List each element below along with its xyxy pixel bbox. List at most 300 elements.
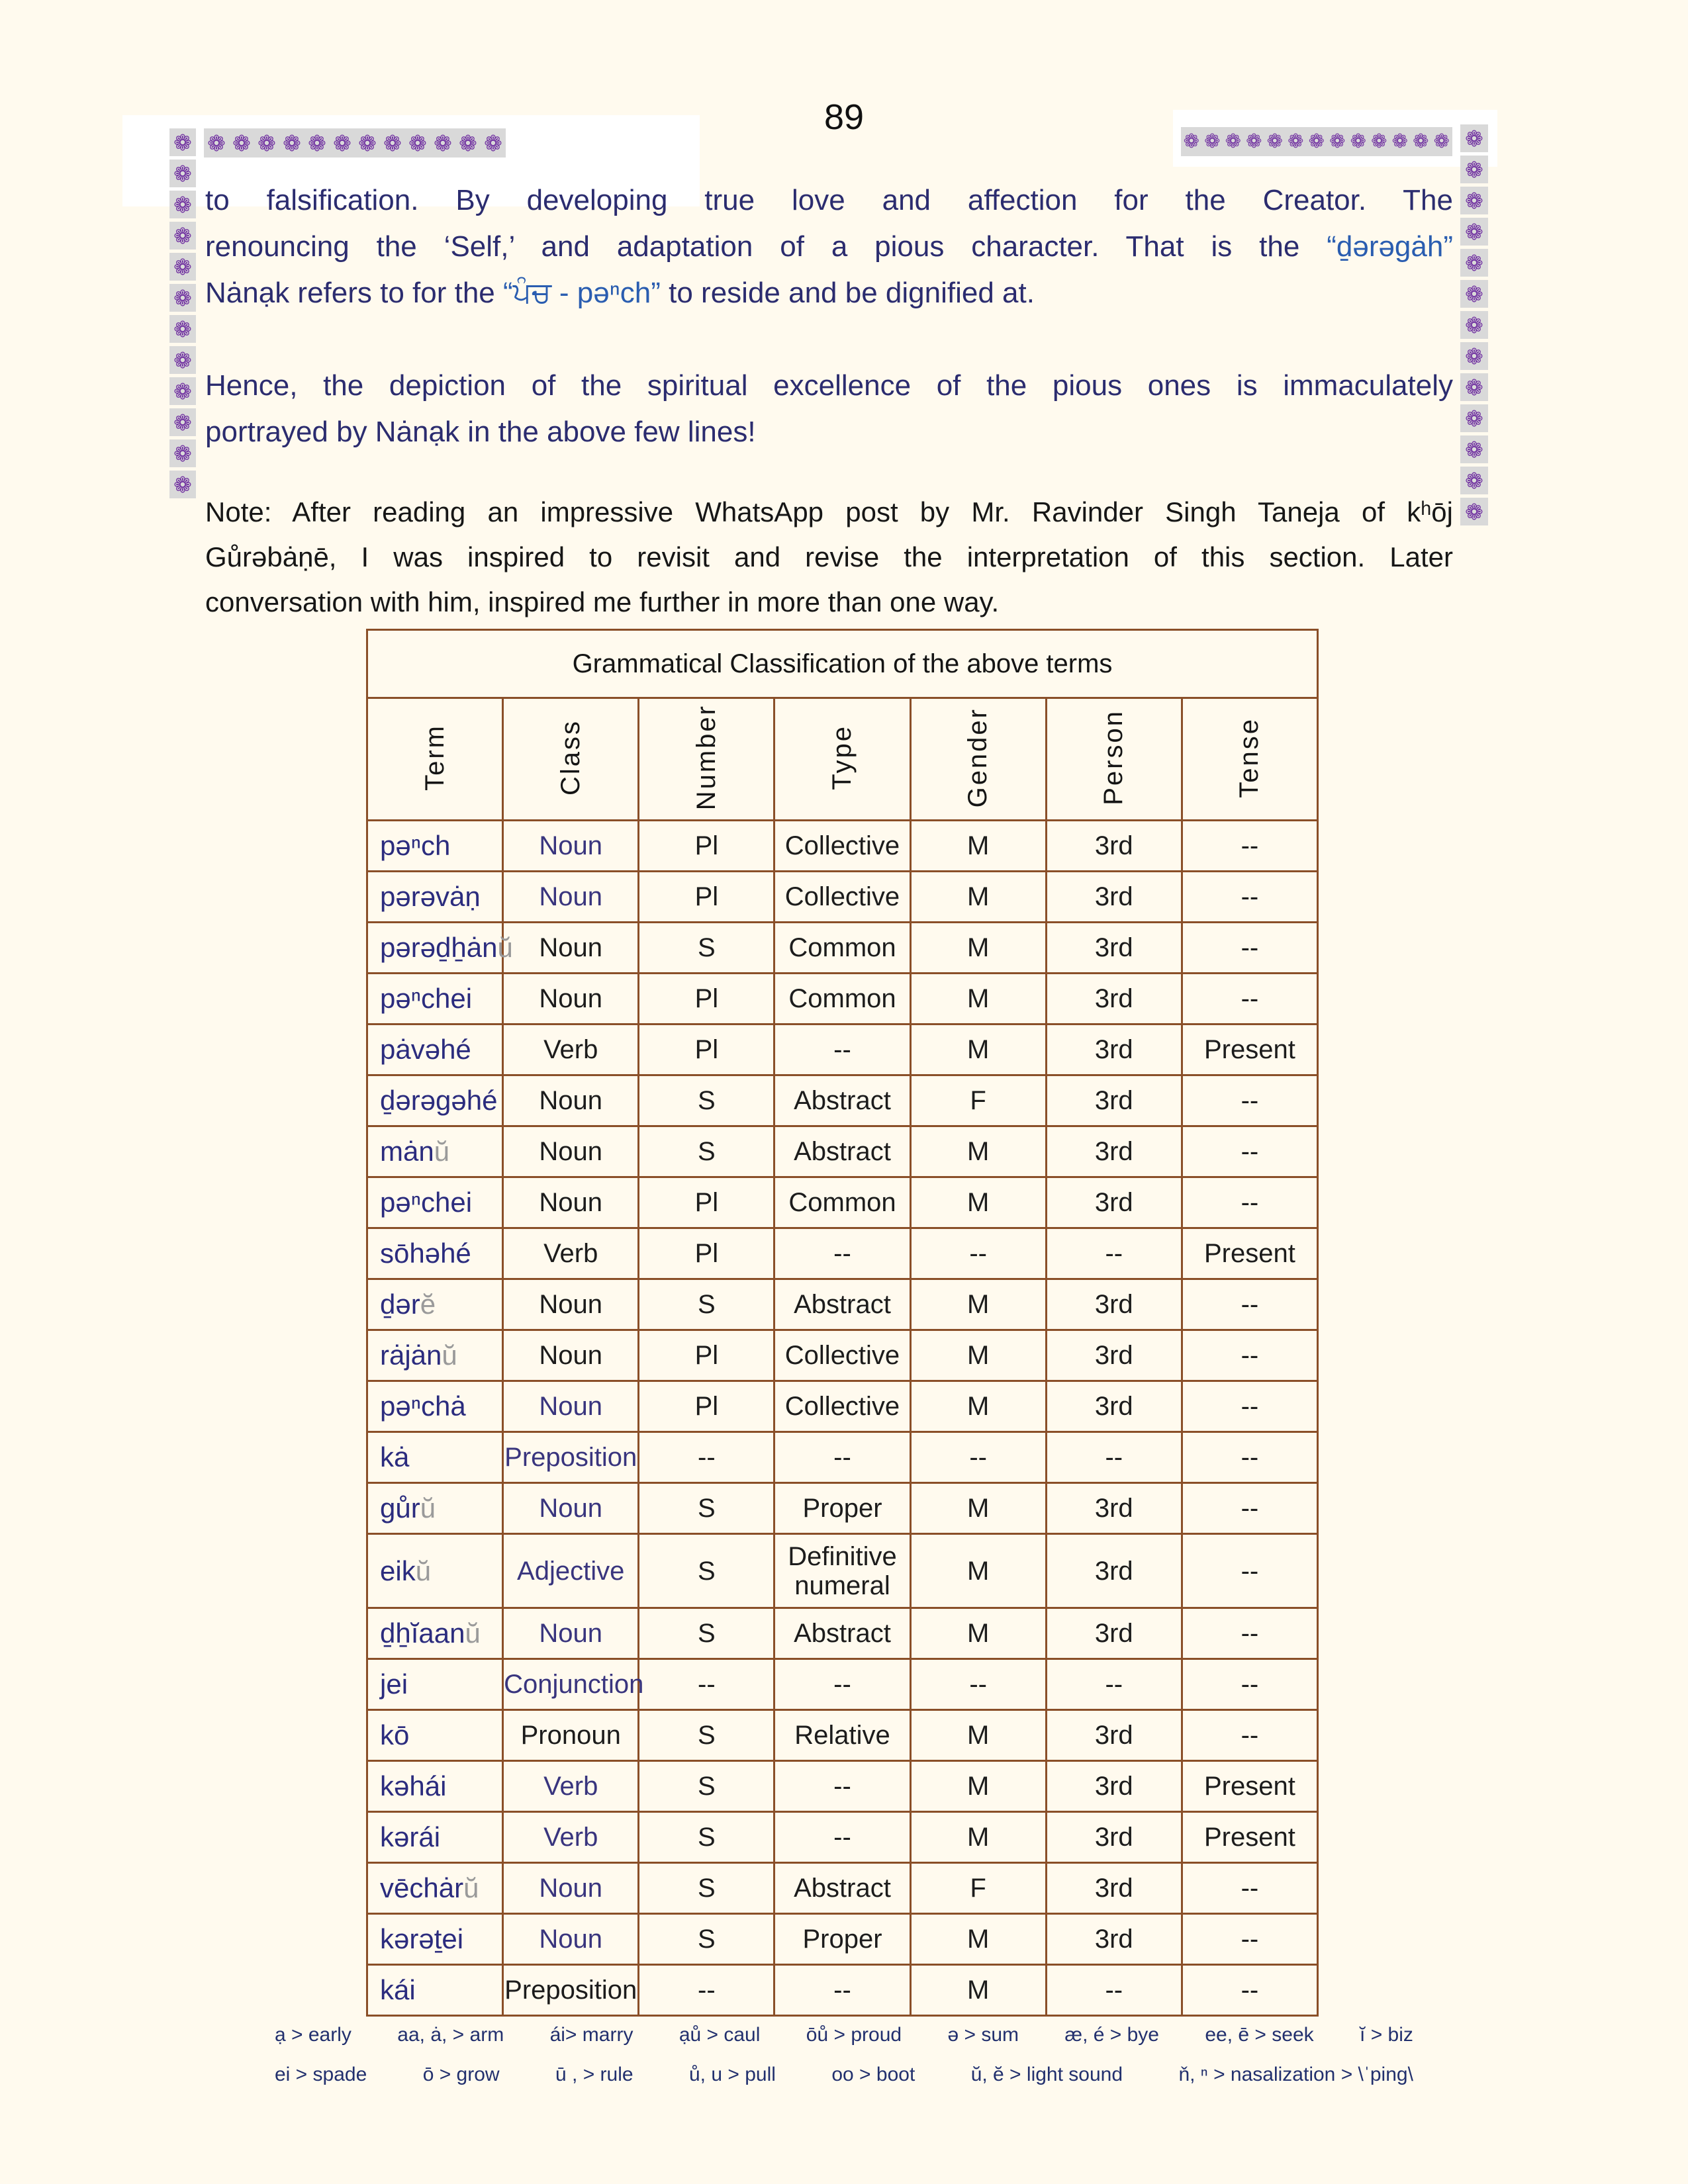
- term-cell: [367, 1914, 503, 1965]
- flower-ornament-icon: ❁: [1202, 127, 1223, 156]
- gender-cell: --: [910, 1228, 1046, 1279]
- tense-cell: Present: [1182, 1812, 1317, 1863]
- flower-ornament-icon: ❁: [455, 128, 481, 158]
- flower-ornament-icon: ❁: [169, 128, 196, 156]
- column-header-tense: [1182, 698, 1317, 821]
- type-cell: --: [774, 1024, 910, 1075]
- term-cell: [367, 1381, 503, 1432]
- number-cell: S: [639, 923, 774, 974]
- gender-cell: M: [910, 821, 1046, 872]
- number-cell: Pl: [639, 974, 774, 1024]
- term-cell: [367, 1126, 503, 1177]
- class-cell: Noun: [503, 1863, 639, 1914]
- tense-cell: Present: [1182, 1761, 1317, 1812]
- person-cell: 3rd: [1046, 923, 1182, 974]
- class-cell: Verb: [503, 1228, 639, 1279]
- tense-cell: --: [1182, 1914, 1317, 1965]
- type-cell: Relative: [774, 1710, 910, 1761]
- flower-ornament-icon: ❁: [1306, 127, 1327, 156]
- table-row: [367, 1483, 1318, 1534]
- tense-cell: --: [1182, 974, 1317, 1024]
- text-line: [205, 535, 1453, 580]
- tense-cell: Present: [1182, 1024, 1317, 1075]
- class-cell: Adjective: [503, 1534, 639, 1608]
- number-cell: Pl: [639, 1381, 774, 1432]
- number-cell: S: [639, 1914, 774, 1965]
- text-segment: to falsification. By developing true love and affection for the Creator. The: [205, 184, 1453, 216]
- term-cell: [367, 1330, 503, 1381]
- gender-cell: M: [910, 1279, 1046, 1330]
- type-cell: --: [774, 1228, 910, 1279]
- person-cell: 3rd: [1046, 821, 1182, 872]
- column-header-label: Type: [827, 725, 857, 790]
- tense-cell: --: [1182, 872, 1317, 923]
- pronunciation-key-item: ạů > caul: [679, 2024, 761, 2046]
- class-cell: Noun: [503, 923, 639, 974]
- person-cell: 3rd: [1046, 1608, 1182, 1659]
- flower-ornament-icon: ❁: [380, 128, 405, 158]
- number-cell: S: [639, 1761, 774, 1812]
- table-row: [367, 1177, 1318, 1228]
- person-cell: --: [1046, 1228, 1182, 1279]
- tense-cell: --: [1182, 821, 1317, 872]
- text-segment: Note: After reading an impressive WhatsApp post by Mr. Ravinder Singh Taneja of kʰōj: [205, 496, 1453, 527]
- right-flower-border: [1460, 124, 1488, 525]
- type-cell: Collective: [774, 1381, 910, 1432]
- text-segment: “ḏərəgȧh”: [1327, 230, 1453, 263]
- text-segment: ḏər: [380, 1289, 420, 1320]
- flower-ornament-icon: ❁: [1460, 156, 1488, 183]
- flower-ornament-icon: ❁: [405, 128, 430, 158]
- pronunciation-key-item: ĭ > biz: [1360, 2024, 1413, 2046]
- person-cell: 3rd: [1046, 1710, 1182, 1761]
- flower-ornament-icon: ❁: [1460, 249, 1488, 277]
- flower-ornament-icon: ❁: [1460, 187, 1488, 214]
- text-segment: pərəvȧṇ: [380, 881, 481, 912]
- gender-cell: F: [910, 1075, 1046, 1126]
- pronunciation-key-item: oo > boot: [831, 2064, 915, 2085]
- column-header-label: Gender: [963, 707, 993, 808]
- type-cell: Abstract: [774, 1863, 910, 1914]
- number-cell: S: [639, 1483, 774, 1534]
- gender-cell: M: [910, 1761, 1046, 1812]
- column-header-label: Class: [555, 719, 585, 796]
- class-cell: Noun: [503, 1075, 639, 1126]
- term-cell: [367, 1534, 503, 1608]
- text-segment: ŭ: [434, 1136, 450, 1167]
- flower-ornament-icon: ❁: [169, 408, 196, 436]
- text-segment: renouncing the ‘Self,’ and adaptation of a pious character. That is the: [205, 230, 1327, 263]
- text-segment: kȧ: [380, 1441, 410, 1473]
- text-line: [205, 580, 1453, 625]
- person-cell: 3rd: [1046, 1024, 1182, 1075]
- number-cell: S: [639, 1279, 774, 1330]
- gender-cell: M: [910, 1024, 1046, 1075]
- gender-cell: M: [910, 1381, 1046, 1432]
- type-cell: Definitive numeral: [774, 1534, 910, 1608]
- flower-ornament-icon: ❁: [1348, 127, 1369, 156]
- person-cell: 3rd: [1046, 1483, 1182, 1534]
- gender-cell: M: [910, 1534, 1046, 1608]
- text-line: [205, 409, 1453, 455]
- number-cell: Pl: [639, 821, 774, 872]
- text-segment: pəⁿchȧ: [380, 1390, 466, 1422]
- column-header-gender: [910, 698, 1046, 821]
- pronunciation-key-item: aa, ȧ, > arm: [397, 2024, 504, 2046]
- type-cell: Common: [774, 923, 910, 974]
- flower-ornament-icon: ❁: [254, 128, 279, 158]
- table-row: [367, 1914, 1318, 1965]
- tense-cell: --: [1182, 1177, 1317, 1228]
- flower-ornament-icon: ❁: [1286, 127, 1307, 156]
- term-cell: [367, 1228, 503, 1279]
- gender-cell: F: [910, 1863, 1046, 1914]
- number-cell: Pl: [639, 872, 774, 923]
- flower-ornament-icon: ❁: [1460, 124, 1488, 152]
- table-row: [367, 1279, 1318, 1330]
- type-cell: Abstract: [774, 1608, 910, 1659]
- text-segment: sōhəhé: [380, 1238, 471, 1269]
- text-segment: to reside and be dignified at.: [660, 277, 1035, 309]
- tense-cell: --: [1182, 1381, 1317, 1432]
- column-header-number: [639, 698, 774, 821]
- flower-ornament-icon: ❁: [1460, 435, 1488, 463]
- type-cell: Abstract: [774, 1075, 910, 1126]
- table-row: [367, 1710, 1318, 1761]
- grammar-table-container: [366, 629, 1319, 2017]
- text-segment: kō: [380, 1719, 410, 1751]
- type-cell: --: [774, 1659, 910, 1710]
- flower-ornament-icon: ❁: [1411, 127, 1432, 156]
- table-row: [367, 1812, 1318, 1863]
- text-segment: rȧjȧn: [380, 1340, 442, 1371]
- table-row: [367, 1381, 1318, 1432]
- person-cell: 3rd: [1046, 1279, 1182, 1330]
- number-cell: S: [639, 1534, 774, 1608]
- text-segment: Hence, the depiction of the spiritual excellence of the pious ones is immaculately: [205, 369, 1453, 402]
- gender-cell: M: [910, 974, 1046, 1024]
- type-cell: --: [774, 1965, 910, 2016]
- table-row: [367, 1608, 1318, 1659]
- text-segment: Nȧnạk refers to for the: [205, 277, 503, 309]
- text-segment: ŭ: [497, 932, 513, 963]
- type-cell: Proper: [774, 1483, 910, 1534]
- number-cell: S: [639, 1710, 774, 1761]
- class-cell: Noun: [503, 1914, 639, 1965]
- number-cell: S: [639, 1863, 774, 1914]
- note-paragraph: [205, 490, 1453, 625]
- flower-ornament-icon: ❁: [1223, 127, 1244, 156]
- text-segment: “ਪੰਚ - pəⁿch”: [503, 277, 661, 309]
- flower-ornament-icon: ❁: [305, 128, 330, 158]
- text-segment: ḏẖĭaan: [380, 1617, 465, 1649]
- table-title: Grammatical Classification of the above terms: [367, 630, 1318, 698]
- tense-cell: --: [1182, 1279, 1317, 1330]
- term-cell: [367, 923, 513, 974]
- tense-cell: --: [1182, 1483, 1317, 1534]
- text-segment: kərái: [380, 1821, 441, 1852]
- gender-cell: --: [910, 1432, 1046, 1483]
- term-cell: [367, 1177, 503, 1228]
- type-cell: Abstract: [774, 1279, 910, 1330]
- class-cell: Conjunction: [503, 1659, 639, 1710]
- flower-ornament-icon: ❁: [279, 128, 305, 158]
- type-cell: Collective: [774, 872, 910, 923]
- term-cell: [367, 1761, 503, 1812]
- flower-ornament-icon: ❁: [1460, 404, 1488, 432]
- person-cell: 3rd: [1046, 1075, 1182, 1126]
- text-segment: conversation with him, inspired me further in more than one way.: [205, 586, 1000, 617]
- tense-cell: --: [1182, 1863, 1317, 1914]
- flower-ornament-icon: ❁: [1244, 127, 1265, 156]
- person-cell: --: [1046, 1965, 1182, 2016]
- column-header-label: Term: [420, 724, 449, 791]
- column-header-term: [367, 698, 503, 821]
- text-segment: ŭ: [415, 1555, 432, 1586]
- top-right-flower-border: [1181, 127, 1452, 156]
- flower-ornament-icon: ❁: [1389, 127, 1411, 156]
- flower-ornament-icon: ❁: [169, 159, 196, 187]
- flower-ornament-icon: ❁: [169, 471, 196, 498]
- class-cell: Preposition: [503, 1432, 639, 1483]
- flower-ornament-icon: ❁: [1369, 127, 1390, 156]
- person-cell: 3rd: [1046, 1761, 1182, 1812]
- table-row: [367, 872, 1318, 923]
- type-cell: Proper: [774, 1914, 910, 1965]
- text-segment: ĕ: [420, 1289, 436, 1320]
- gender-cell: M: [910, 1483, 1046, 1534]
- pronunciation-key-item: ō > grow: [422, 2064, 500, 2085]
- intro-paragraph-2: [205, 363, 1453, 455]
- tense-cell: --: [1182, 1432, 1317, 1483]
- class-cell: Verb: [503, 1024, 639, 1075]
- term-cell: [367, 1659, 503, 1710]
- table-row: [367, 974, 1318, 1024]
- text-segment: ŭ: [465, 1617, 481, 1649]
- gender-cell: M: [910, 872, 1046, 923]
- number-cell: S: [639, 1126, 774, 1177]
- text-segment: pəⁿchei: [380, 1187, 473, 1218]
- pronunciation-key-item: ŭ, ĕ > light sound: [970, 2064, 1123, 2085]
- number-cell: Pl: [639, 1330, 774, 1381]
- column-header-person: [1046, 698, 1182, 821]
- table-row: [367, 821, 1318, 872]
- term-cell: [367, 1608, 503, 1659]
- gender-cell: M: [910, 1126, 1046, 1177]
- flower-ornament-icon: ❁: [169, 284, 196, 312]
- pronunciation-key-item: ə > sum: [947, 2024, 1019, 2046]
- type-cell: --: [774, 1432, 910, 1483]
- page-number: 89: [823, 97, 865, 137]
- column-header-label: Tense: [1235, 717, 1264, 798]
- text-segment: ŭ: [442, 1340, 457, 1371]
- flower-ornament-icon: ❁: [169, 222, 196, 250]
- pronunciation-key-item: ōů > proud: [806, 2024, 902, 2046]
- text-segment: jei: [380, 1668, 408, 1700]
- type-cell: --: [774, 1761, 910, 1812]
- flower-ornament-icon: ❁: [204, 128, 229, 158]
- flower-ornament-icon: ❁: [1460, 280, 1488, 308]
- text-segment: kəhái: [380, 1770, 447, 1801]
- table-row: [367, 1965, 1318, 2016]
- term-cell: [367, 1024, 503, 1075]
- intro-paragraph-1: [205, 177, 1453, 316]
- class-cell: Noun: [503, 1279, 639, 1330]
- gender-cell: M: [910, 1330, 1046, 1381]
- type-cell: Abstract: [774, 1126, 910, 1177]
- tense-cell: Present: [1182, 1228, 1317, 1279]
- number-cell: --: [639, 1659, 774, 1710]
- text-segment: eik: [380, 1555, 416, 1586]
- person-cell: 3rd: [1046, 1812, 1182, 1863]
- text-segment: vēchȧr: [380, 1872, 464, 1903]
- class-cell: Noun: [503, 974, 639, 1024]
- person-cell: 3rd: [1046, 1381, 1182, 1432]
- text-line: [205, 490, 1453, 535]
- person-cell: 3rd: [1046, 1863, 1182, 1914]
- class-cell: Noun: [503, 821, 639, 872]
- flower-ornament-icon: ❁: [169, 346, 196, 374]
- class-cell: Pronoun: [503, 1710, 639, 1761]
- class-cell: Noun: [503, 1483, 639, 1534]
- gender-cell: M: [910, 923, 1046, 974]
- term-cell: [367, 1812, 503, 1863]
- gender-cell: M: [910, 1914, 1046, 1965]
- column-header-class: [503, 698, 639, 821]
- column-header-label: Number: [691, 704, 721, 811]
- term-cell: [367, 1863, 503, 1914]
- flower-ornament-icon: ❁: [169, 439, 196, 467]
- person-cell: 3rd: [1046, 974, 1182, 1024]
- table-title-row: [367, 630, 1318, 698]
- tense-cell: --: [1182, 1659, 1317, 1710]
- pronunciation-key-item: ei > spade: [275, 2064, 367, 2085]
- table-row: [367, 1432, 1318, 1483]
- type-cell: Collective: [774, 821, 910, 872]
- pronunciation-key-item: ee, ē > seek: [1205, 2024, 1314, 2046]
- text-segment: kərəṯei: [380, 1923, 464, 1954]
- type-cell: Collective: [774, 1330, 910, 1381]
- flower-ornament-icon: ❁: [169, 253, 196, 281]
- flower-ornament-icon: ❁: [1431, 127, 1452, 156]
- flower-ornament-icon: ❁: [1460, 218, 1488, 246]
- tense-cell: --: [1182, 1330, 1317, 1381]
- tense-cell: --: [1182, 1965, 1317, 2016]
- table-row: [367, 1024, 1318, 1075]
- person-cell: 3rd: [1046, 1177, 1182, 1228]
- class-cell: Preposition: [503, 1965, 639, 2016]
- table-row: [367, 1330, 1318, 1381]
- pronunciation-key-row-1: [275, 2024, 1413, 2046]
- term-cell: [367, 1432, 503, 1483]
- person-cell: --: [1046, 1659, 1182, 1710]
- type-cell: Common: [774, 1177, 910, 1228]
- class-cell: Verb: [503, 1761, 639, 1812]
- flower-ornament-icon: ❁: [169, 191, 196, 218]
- text-segment: ḏərəgəhé: [380, 1085, 498, 1116]
- flower-ornament-icon: ❁: [1264, 127, 1286, 156]
- text-segment: pȧvəhé: [380, 1034, 471, 1065]
- tense-cell: --: [1182, 1126, 1317, 1177]
- class-cell: Noun: [503, 1126, 639, 1177]
- table-row: [367, 1863, 1318, 1914]
- table-row: [367, 1228, 1318, 1279]
- gender-cell: M: [910, 1965, 1046, 2016]
- term-cell: [367, 821, 503, 872]
- left-flower-border: [169, 128, 196, 498]
- column-header-type: [774, 698, 910, 821]
- text-segment: pəⁿch: [380, 830, 451, 861]
- pronunciation-key-row-2: [275, 2064, 1413, 2086]
- column-header-label: Person: [1099, 709, 1129, 805]
- person-cell: --: [1046, 1432, 1182, 1483]
- flower-ornament-icon: ❁: [330, 128, 355, 158]
- table-row: [367, 1534, 1318, 1608]
- class-cell: Noun: [503, 1608, 639, 1659]
- term-cell: [367, 1965, 503, 2016]
- gender-cell: M: [910, 1608, 1046, 1659]
- person-cell: 3rd: [1046, 1330, 1182, 1381]
- number-cell: Pl: [639, 1024, 774, 1075]
- gender-cell: M: [910, 1177, 1046, 1228]
- tense-cell: --: [1182, 1608, 1317, 1659]
- class-cell: Noun: [503, 1177, 639, 1228]
- pronunciation-key-item: ū , > rule: [555, 2064, 633, 2085]
- flower-ornament-icon: ❁: [169, 315, 196, 343]
- text-segment: pərəḏẖȧn: [380, 932, 498, 963]
- text-line: [205, 363, 1453, 409]
- type-cell: --: [774, 1812, 910, 1863]
- flower-ornament-icon: ❁: [430, 128, 455, 158]
- flower-ornament-icon: ❁: [481, 128, 506, 158]
- flower-ornament-icon: ❁: [1460, 467, 1488, 494]
- pronunciation-key-item: æ, é > bye: [1064, 2024, 1159, 2046]
- flower-ornament-icon: ❁: [229, 128, 254, 158]
- gender-cell: M: [910, 1710, 1046, 1761]
- class-cell: Noun: [503, 872, 639, 923]
- number-cell: Pl: [639, 1228, 774, 1279]
- class-cell: Verb: [503, 1812, 639, 1863]
- flower-ornament-icon: ❁: [355, 128, 380, 158]
- class-cell: Noun: [503, 1330, 639, 1381]
- pronunciation-key-item: ů, u > pull: [688, 2064, 776, 2085]
- person-cell: 3rd: [1046, 1914, 1182, 1965]
- text-segment: ŭ: [463, 1872, 479, 1903]
- gender-cell: --: [910, 1659, 1046, 1710]
- text-line: [205, 224, 1453, 270]
- number-cell: --: [639, 1965, 774, 2016]
- flower-ornament-icon: ❁: [1181, 127, 1202, 156]
- person-cell: 3rd: [1046, 872, 1182, 923]
- text-segment: pəⁿchei: [380, 983, 473, 1014]
- term-cell: [367, 1279, 503, 1330]
- pronunciation-key-item: ň, ⁿ > nasalization > \ˈping\: [1178, 2064, 1413, 2085]
- flower-ornament-icon: ❁: [1460, 342, 1488, 370]
- flower-ornament-icon: ❁: [1460, 373, 1488, 401]
- number-cell: --: [639, 1432, 774, 1483]
- table-row: [367, 923, 1318, 974]
- pronunciation-key-item: ạ > early: [275, 2024, 352, 2046]
- flower-ornament-icon: ❁: [1327, 127, 1348, 156]
- text-segment: mȧn: [380, 1136, 434, 1167]
- flower-ornament-icon: ❁: [1460, 311, 1488, 339]
- number-cell: Pl: [639, 1177, 774, 1228]
- text-segment: kái: [380, 1974, 416, 2005]
- term-cell: [367, 1075, 503, 1126]
- table-row: [367, 1075, 1318, 1126]
- text-line: [205, 177, 1453, 224]
- table-row: [367, 1659, 1318, 1710]
